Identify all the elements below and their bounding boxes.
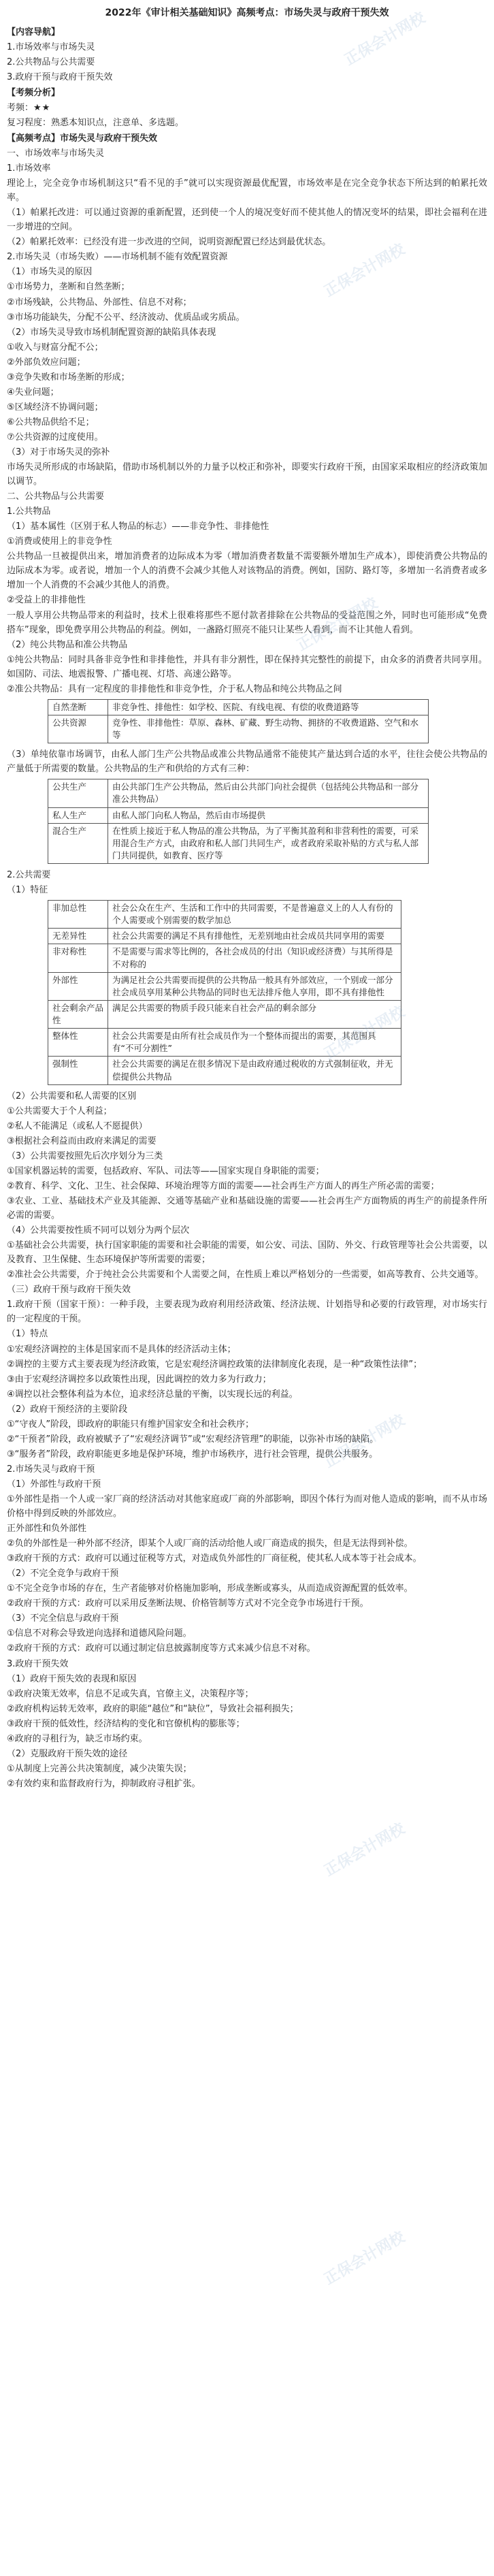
list-item: ⑤区域经济不协调问题； — [7, 402, 103, 413]
watermark: 正保会计网校 — [321, 1411, 408, 1472]
paragraph: （3）单纯依靠市场调节，由私人部门生产公共物品或准公共物品通常不能使其产量达到合适的水平，往往会使公共物品的产量低于所需要的数量。公共物品的生产和供给的方式有三种： — [7, 750, 487, 775]
analysis-heading: 【考频分析】 — [7, 87, 61, 98]
list-heading: （2）市场失灵导致市场机制配置资源的缺陷具体表现 — [7, 327, 216, 338]
list-item: ①纯公共物品：同时具备非竞争性和非排他性，并具有非分割性，即在保持其完整性的前提下，由众多的消费者共同享用。如国防、司法、地震报警、广播电视、灯塔、高速公路等。 — [7, 654, 487, 679]
frequency-label: 考频： — [7, 102, 34, 113]
list-item: ①收入与财富分配不公； — [7, 342, 103, 353]
table-cell: 社会公共需要的满足不具有排他性，无差别地由社会成员共同享用的需要 — [108, 929, 401, 944]
table-cell: 外部性 — [48, 972, 108, 1000]
table-row — [48, 699, 429, 715]
list-item: ②政府机构运转无效率，政府的职能“越位”和“缺位”，导致社会福利损失； — [7, 1703, 299, 1714]
paragraph: 理论上，完全竞争市场机制这只“看不见的手”就可以实现资源最优配置，市场效率是在完全竞争状态下所达到的帕累托效率。 — [7, 178, 487, 204]
table-row — [48, 715, 429, 743]
quasi-public-goods-table — [48, 699, 429, 743]
frequency-line — [7, 101, 487, 115]
paragraph: 市场失灵所形成的市场缺陷，借助市场机制以外的力量予以校正和弥补，即要实行政府干预，由国家采取相应的经济政策加以调节。 — [7, 462, 487, 487]
paragraph: 一般人享用公共物品带来的利益时，技术上很难将那些不愿付款者排除在公共物品的受益范围之外，同时也可能形成“免费搭车”现象，即免费享用公共物品的利益。例如，一盏路灯照亮不能只让某些人看到，而不让其他人看到。 — [7, 610, 487, 635]
nav-item: 1.市场效率与市场失灵 — [7, 42, 95, 52]
section-heading: 二、公共物品与公共需要 — [7, 492, 105, 502]
frequency-stars: ★★ — [33, 102, 51, 113]
list-item: ②准公共物品：具有一定程度的非排他性和非竞争性，介于私人物品和纯公共物品之间 — [7, 683, 342, 694]
table-cell: 混合生产 — [48, 823, 108, 863]
table-cell: 社会公众在生产、生活和工作中的共同需要，不是普遍意义上的人人有份的个人需要或个别需要的数学加总 — [108, 901, 401, 929]
list-heading: （2）克服政府干预失效的途径 — [7, 1748, 128, 1759]
list-item: ①公共需要大于个人利益； — [7, 1106, 112, 1116]
table-row — [48, 823, 429, 863]
list-heading: （1）基本属性（区别于私人物品的标志）——非竞争性、非排他性 — [7, 521, 269, 532]
list-heading: （1）市场失灵的原因 — [7, 267, 93, 278]
table-row — [48, 1057, 401, 1084]
list-item: ③政府干预的低效性，经济结构的变化和官僚机构的膨胀等； — [7, 1718, 245, 1729]
list-item: ④政府的寻租行为，缺乏市场约束。 — [7, 1733, 148, 1744]
table-row — [48, 1029, 401, 1057]
paragraph: 正外部性和负外部性 — [7, 1524, 87, 1534]
list-item: ①市场势力，垄断和自然垄断； — [7, 282, 130, 293]
table-row — [48, 929, 401, 944]
section-heading: （三）政府干预与政府干预失效 — [7, 1285, 131, 1295]
table-row — [48, 901, 401, 929]
table-cell: 非竞争性、排他性：如学校、医院、有线电视、有偿的收费道路等 — [108, 699, 429, 715]
subsection-heading: 2.市场失灵与政府干预 — [7, 1464, 95, 1475]
list-heading: （3）公共需要按照先后次序划分为三类 — [7, 1150, 163, 1161]
list-item: ②政府干预的方式：政府可以通过制定信息披露制度等方式来减少信息不对称。 — [7, 1643, 316, 1654]
list-heading: （1）特征 — [7, 885, 48, 896]
table-cell: 不是需要与需求等比例的，各社会成员的付出（知识或经济费）与其所得是不对称的 — [108, 944, 401, 972]
subsection-heading: 3.政府干预失效 — [7, 1658, 69, 1669]
table-cell: 非加总性 — [48, 901, 108, 929]
table-row — [48, 807, 429, 823]
list-item: ①外部性是指一个人或一家厂商的经济活动对其他家庭或厂商的外部影响，即因个体行为而对他人造成的影响，而不从市场价格中得到反映的外部效应。 — [7, 1494, 487, 1519]
list-item: ②有效约束和监督政府行为，抑制政府寻租扩张。 — [7, 1778, 201, 1789]
watermark: 正保会计网校 — [342, 9, 429, 69]
list-item: ②外部负效应问题； — [7, 357, 86, 368]
list-item: ①政府决策无效率，信息不足或失真，官僚主义，决策程序等； — [7, 1688, 254, 1699]
list-heading: （3）对于市场失灵的弥补 — [7, 447, 110, 457]
list-item: ②政府干预的方式：政府可以采用反垄断法规、价格管制等方式对不完全竞争市场进行干预。 — [7, 1598, 369, 1609]
table-cell: 公共生产 — [48, 779, 108, 807]
list-item: ①消费或使用上的非竞争性 — [7, 536, 112, 547]
table-cell: 自然垄断 — [48, 699, 108, 715]
table-row — [48, 944, 401, 972]
doc-title: 2022年《审计相关基础知识》高频考点：市场失灵与政府干预失效 — [105, 7, 389, 18]
list-item: ⑥公共物品供给不足； — [7, 417, 95, 428]
paragraph: （2）帕累托效率：已经没有进一步改进的空间，说明资源配置已经达到最优状态。 — [7, 237, 331, 248]
table-cell: 由私人部门向私人物品，然后由市场提供 — [108, 807, 429, 823]
table-cell: 竞争性、非排他性：草原、森林、矿藏、野生动物、拥挤的不收费道路、空气和水等 — [108, 715, 429, 743]
list-item: ①“守夜人”阶段，即政府的职能只有维护国家安全和社会秩序； — [7, 1419, 254, 1430]
watermark: 正保会计网校 — [321, 1003, 408, 1063]
section-heading: 一、市场效率与市场失灵 — [7, 148, 105, 159]
list-heading: （2）纯公共物品和准公共物品 — [7, 639, 128, 650]
table-cell: 社会剩余产品性 — [48, 1000, 108, 1028]
list-item: ③根据社会利益而由政府来满足的需要 — [7, 1136, 157, 1146]
table-cell: 无差异性 — [48, 929, 108, 944]
watermark: 正保会计网校 — [321, 1820, 408, 1880]
table-cell: 私人生产 — [48, 807, 108, 823]
list-item: ④调控以社会整体利益为本位，追求经济总量的平衡，以实现长远的利益。 — [7, 1389, 298, 1400]
nav-item: 3.政府干预与政府干预失效 — [7, 71, 113, 82]
subsection-heading: 2.市场失灵（市场失败）——市场机制不能有效配置资源 — [7, 252, 228, 263]
list-heading: （3）不完全信息与政府干预 — [7, 1613, 119, 1624]
paragraph: 公共物品一旦被提供出来，增加消费者的边际成本为零（增加消费者数量不需要额外增加生产成本），即使消费公共物品的边际成本为零。或者说，增加一个人的消费不会减少其他人对该物品的消费。例如，国防、路灯等，多增加一名消费者或多增加一个人消费的不会减少其他人的消费。 — [7, 551, 487, 591]
list-item: ②负的外部性是一种外部不经济，即某个人或厂商的活动给他人或厂商造成的损失，但是无法得到补偿。 — [7, 1539, 413, 1549]
table-cell: 非对称性 — [48, 944, 108, 972]
list-item: ①国家机器运转的需要，包括政府、军队、司法等——国家实现自身职能的需要； — [7, 1165, 325, 1176]
table-cell: 社会公共需要的满足在很多情况下是由政府通过税收的方式强制征收，并无偿提供公共物品 — [108, 1057, 401, 1084]
list-item: ②市场残缺，公共物品、外部性、信息不对称； — [7, 297, 192, 308]
content-heading: 【高频考点】市场失灵与政府干预失效 — [7, 133, 158, 144]
list-item: ③由于宏观经济调控多以政策性出现，因此调控的效力多为行政力； — [7, 1374, 271, 1385]
watermark: 正保会计网校 — [294, 594, 381, 655]
subsection-heading: 1.市场效率 — [7, 163, 51, 174]
list-item: ①从制度上完善公共决策制度，减少决策失误； — [7, 1763, 192, 1774]
table-cell: 由公共部门生产公共物品，然后由公共部门向社会提供（包括纯公共物品和一部分准公共物品） — [108, 779, 429, 807]
nav-item: 2.公共物品与公共需要 — [7, 57, 95, 67]
list-heading: （2）不完全竞争与政府干预 — [7, 1568, 119, 1579]
list-heading: （4）公共需要按性质不同可以划分为两个层次 — [7, 1225, 190, 1236]
subsection-heading: 1.公共物品 — [7, 506, 51, 517]
list-item: ⑦公共资源的过度使用。 — [7, 432, 103, 442]
list-item: ①不完全竞争市场的存在，生产者能够对价格施加影响，形成垄断或寡头，从而造成资源配置的低效率。 — [7, 1583, 413, 1594]
list-item: ③农业、工业、基础技术产业及其能源、交通等基础产业和基础设施的需要——社会再生产方面物质的再生产的前提条件所必需的需要。 — [7, 1196, 487, 1221]
table-cell: 公共资源 — [48, 715, 108, 743]
public-needs-features-table — [48, 900, 401, 1085]
table-row — [48, 779, 429, 807]
table-row — [48, 972, 401, 1000]
table-cell: 为满足社会公共需要而提供的公共物品一般具有外部效应，一个别或一部分社会成员享用某种公共物品的同时也无法排斥他人享用，即不具有排他性 — [108, 972, 401, 1000]
list-item: ②调控的主要方式主要表现为经济政策，它是宏观经济调控政策的法律制度化表现，是一种“政策性法律”； — [7, 1359, 423, 1370]
list-item: ①基础社会公共需要，执行国家职能的需要和社会职能的需要，如公安、司法、国防、外交、行政管理等社会公共需要，以及教育、卫生保健、生态环境保护等所需要的需要； — [7, 1240, 487, 1266]
list-item: ②受益上的非排他性 — [7, 595, 86, 606]
review-tip: 复习程度：熟悉本知识点，注意单、多选题。 — [7, 117, 184, 128]
list-item: ①宏观经济调控的主体是国家而不是具体的经济活动主体； — [7, 1344, 236, 1355]
watermark: 正保会计网校 — [321, 2228, 408, 2289]
watermark: 正保会计网校 — [321, 240, 408, 301]
supply-methods-table — [48, 779, 429, 864]
paragraph: 1.政府干预（国家干预）：一种手段，主要表现为政府利用经济政策、经济法规、计划指导和必要的行政管理，对市场实行的一定程度的干预。 — [7, 1300, 487, 1325]
list-heading: （2）政府干预经济的主要阶段 — [7, 1404, 128, 1415]
table-cell: 整体性 — [48, 1029, 108, 1057]
list-item: ③政府干预的方式：政府可以通过征税等方式，对造成负外部性的厂商征税，使其私人成本等于社会成本。 — [7, 1553, 422, 1564]
list-heading: （2）公共需要和私人需要的区别 — [7, 1091, 137, 1101]
table-cell: 在性质上接近于私人物品的准公共物品，为了平衡其盈利和非营利性的需要，可采用混合生产方式，由政府和私人部门共同生产，或者政府采取补贴的方式与私人部门共同提供，如教育、医疗等 — [108, 823, 429, 863]
list-item: ①信息不对称会导致逆向选择和道德风险问题。 — [7, 1628, 192, 1639]
list-heading: （1）外部性与政府干预 — [7, 1479, 101, 1490]
list-item: ②教育、科学、文化、卫生、社会保障、环境治理等方面的需要——社会再生产方面人的再生产所必需的需要； — [7, 1181, 440, 1191]
list-heading: （1）特点 — [7, 1329, 48, 1340]
list-heading: （1）政府干预失效的表现和原因 — [7, 1673, 137, 1684]
paragraph: （1）帕累托改进：可以通过资源的重新配置，还到使一个人的境况变好而不使其他人的情况变坏的结果，即社会福利在进一步增进的空间。 — [7, 208, 487, 233]
list-item: ③市场功能缺失，分配不公平、经济波动、优质品或劣质品。 — [7, 312, 245, 323]
list-item: ③竞争失败和市场垄断的形成； — [7, 372, 130, 383]
table-cell: 满足公共需要的物质手段只能来自社会产品的剩余部分 — [108, 1000, 401, 1028]
nav-heading: 【内容导航】 — [7, 27, 61, 37]
table-row — [48, 1000, 401, 1028]
list-item: ②“干预者”阶段，政府被赋予了“宏观经济调节”或“宏观经济管理”的职能，以弥补市场的缺陷。 — [7, 1434, 379, 1445]
table-cell: 强制性 — [48, 1057, 108, 1084]
table-cell: 社会公共需要是由所有社会成员作为一个整体而提出的需要，其范围具有“不可分割性” — [108, 1029, 401, 1057]
subsection-heading: 2.公共需要 — [7, 870, 51, 880]
list-item: ②准社会公共需要，介于纯社会公共需要和个人需要之间，在性质上难以严格划分的一些需要，如高等教育、公共交通等。 — [7, 1270, 484, 1281]
list-item: ④失业问题； — [7, 387, 59, 398]
list-item: ③“服务者”阶段，政府职能更多地是保护环境，维护市场秩序，进行社会管理，提供公共服务。 — [7, 1449, 378, 1460]
list-item: ②私人不能满足（或私人不愿提供） — [7, 1121, 148, 1131]
